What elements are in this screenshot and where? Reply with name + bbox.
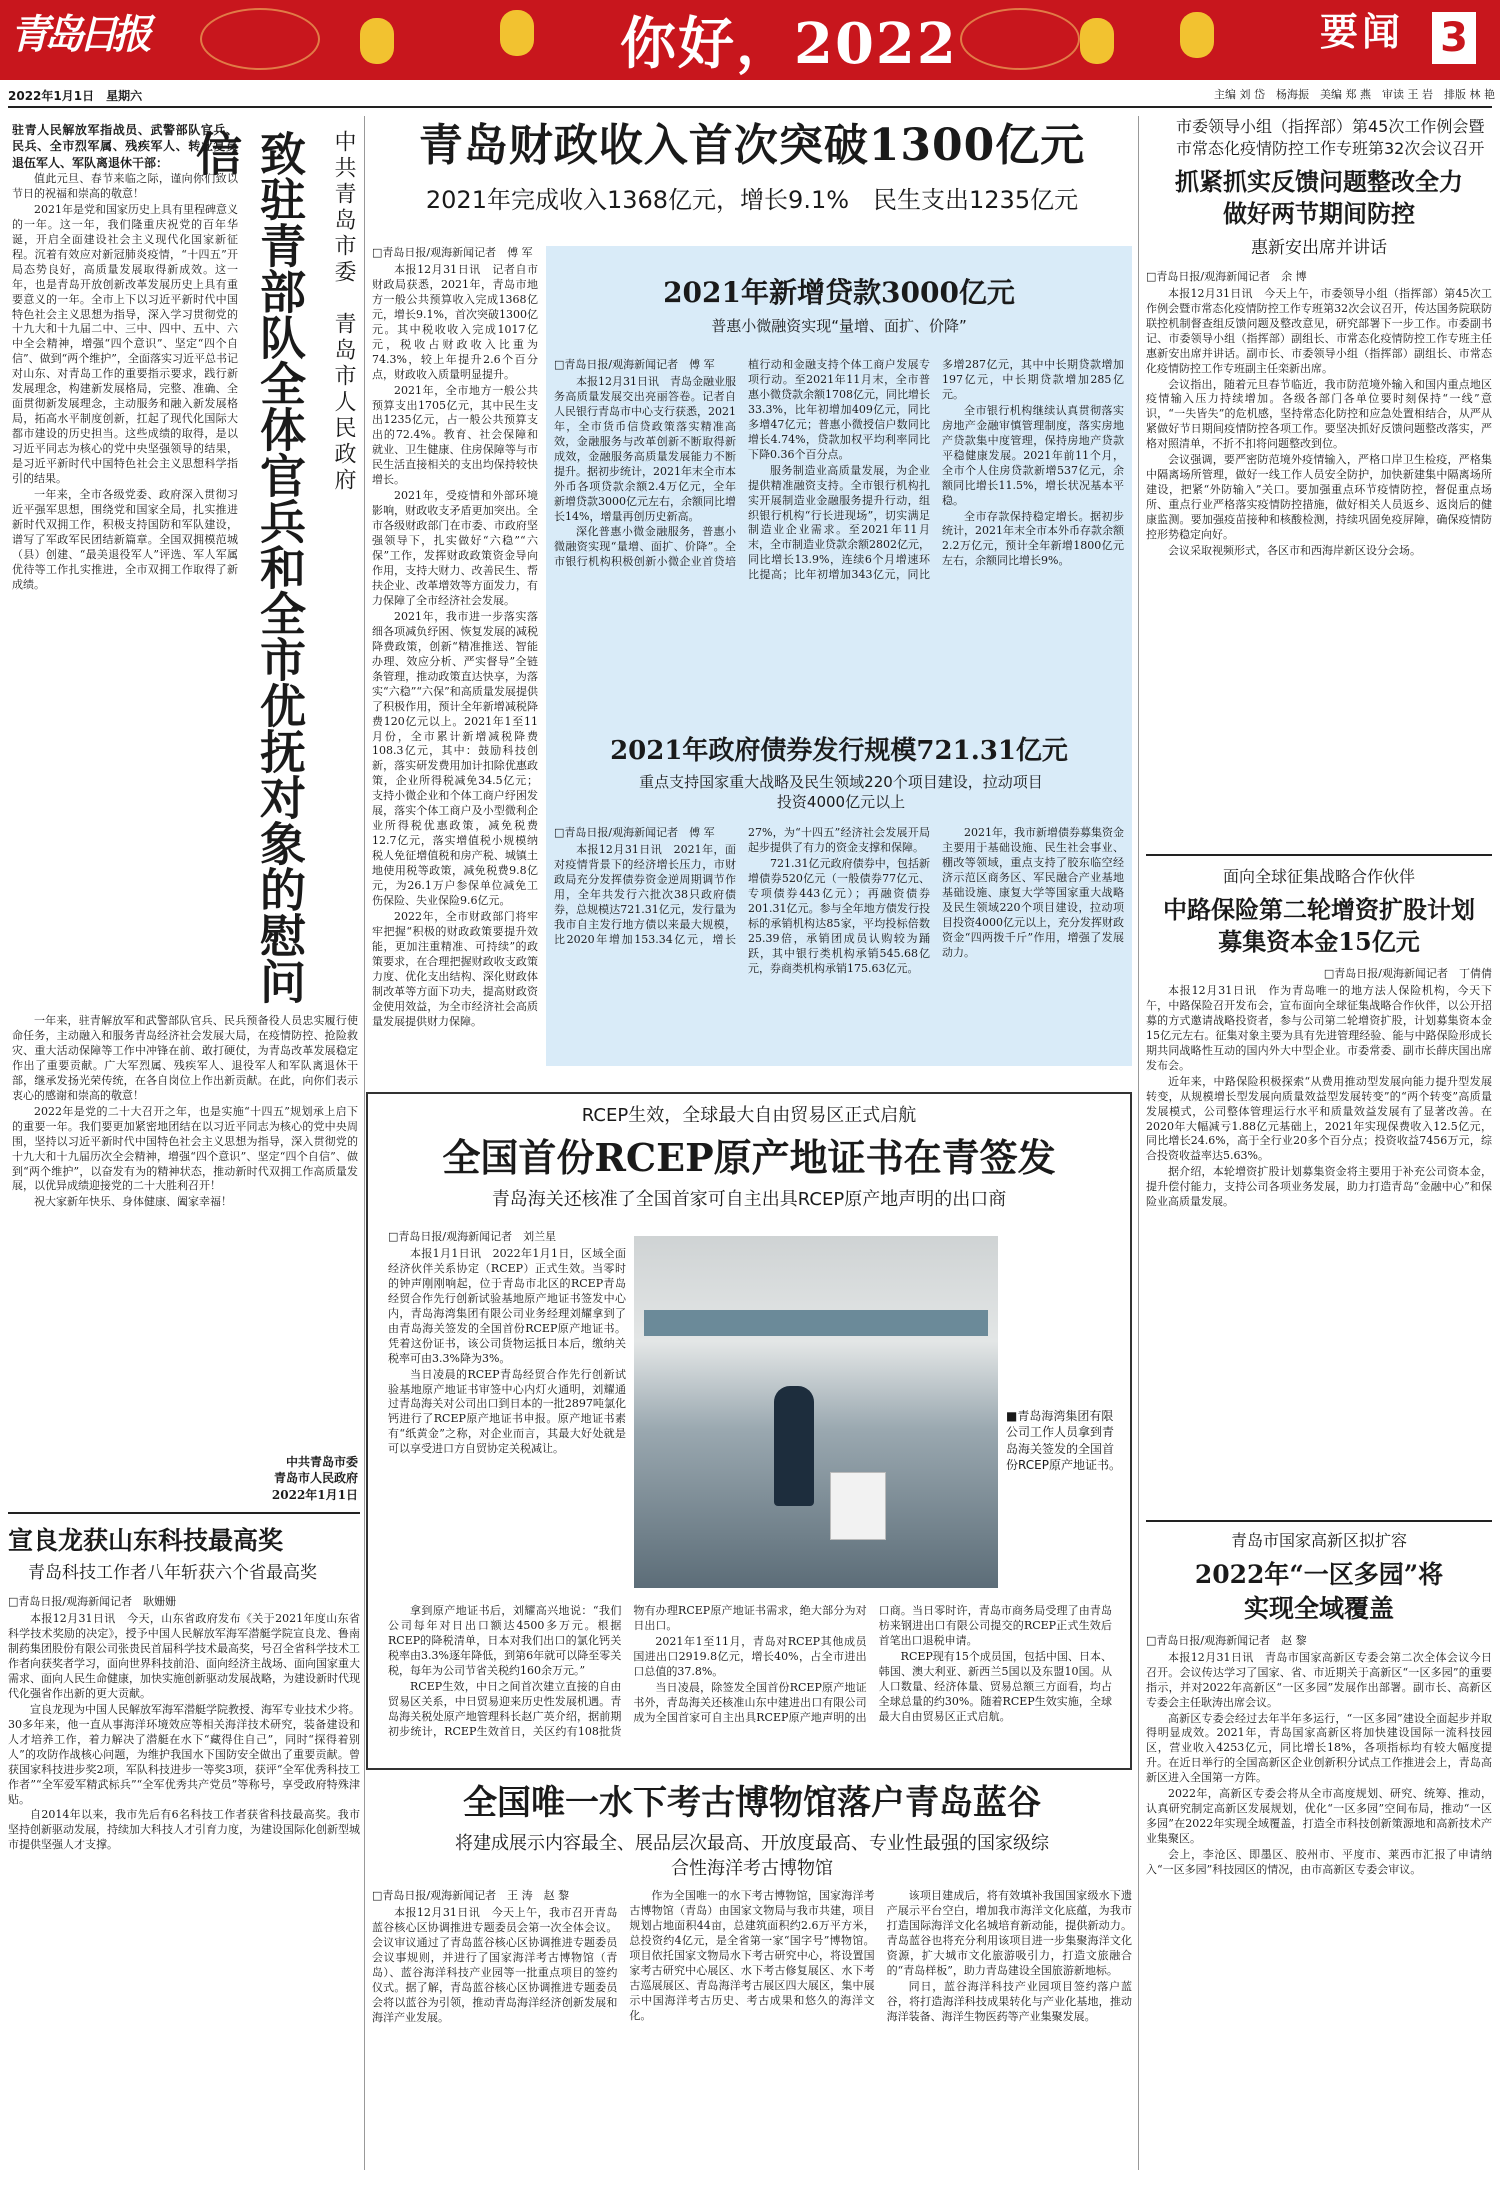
- paragraph: 本报12月31日讯 今天上午，市委领导小组（指挥部）第45次工作例会暨市常态化疫情防控工作专班第32次会议召开，传达国务院联防联控机制督查组反馈问题及整改意见，研究部署下一步工作。市委副书记、市委领导小组（指挥部）副组长、市常态化疫情防控工作专班主任惠新安出席并讲话。副市长、市委领导小组（指挥部）副组长、市常态化疫情防控工作专班副主任栾新出席。: [1146, 286, 1492, 375]
- museum-headline: 全国唯一水下考古博物馆落户青岛蓝谷: [463, 1783, 1041, 1823]
- paragraph: RCEP现有15个成员国，包括中国、日本、韩国、澳大利亚、新西兰5国以及东盟10国。从人口数量、经济体量、贸易总额三方面看，均占全球总量的约30%。随着RCEP生效实施，全球最大自由贸易区正式启航。: [878, 1649, 1112, 1723]
- award-headline: 宣良龙获山东科技最高奖: [8, 1526, 284, 1555]
- letter-article: [8, 116, 360, 1616]
- paragraph: 本报12月31日讯 记者自市财政局获悉，2021年，青岛市地方一般公共预算收入完成1368亿元，增长9.1%，首次突破1300亿元。其中税收收入完成1017亿元，税收占财政收入比重为74.3%，较上年提升2.6个百分点，财政收入质量明显提升。: [372, 262, 538, 381]
- photo-banner: [644, 1310, 988, 1336]
- covid-kicker: 市委领导小组（指挥部）第45次工作例会暨市常态化疫情防控工作专班第32次会议召开: [1176, 117, 1485, 158]
- letter-signature: [208, 1454, 358, 1506]
- lantern-icon: [1180, 12, 1214, 58]
- covid-headline: 抓紧抓实反馈问题整改全力做好两节期间防控: [1175, 166, 1463, 229]
- ornament-icon: [200, 8, 320, 70]
- museum-subheadline: 将建成展示内容最全、展品层次最高、开放度最高、专业性最强的国家级综合性海洋考古博物馆: [455, 1833, 1049, 1879]
- paragraph: 一年来，驻青解放军和武警部队官兵、民兵预备役人员忠实履行使命任务，主动融入和服务青岛经济社会发展大局，在疫情防控、抢险救灾、重大活动保障等工作中冲锋在前、敢打硬仗，为青岛改革发展稳定作出了重要贡献。广大军烈属、残疾军人、退役军人和军队离退休干部，继承发扬光荣传统，在各自岗位上作出新贡献。在此，向你们表示衷心的感谢和崇高的敬意！: [12, 1014, 358, 1102]
- rcep-photo-caption: ■青岛海湾集团有限公司工作人员拿到青岛海关签发的全国首份RCEP原产地证书。: [1006, 1409, 1121, 1472]
- hightech-article: [1146, 1530, 1492, 2170]
- column-rule: [1146, 1520, 1492, 1522]
- paragraph: 会上，李沧区、即墨区、胶州市、平度市、莱西市汇报了申请纳入“一区多园”科技园区的情况，由市高新区专委会审议。: [1146, 1848, 1492, 1877]
- loans-body: [554, 358, 1124, 720]
- bonds-subheadline: 重点支持国家重大战略及民生领域220个项目建设，拉动项目投资4000亿元以上: [639, 773, 1043, 812]
- letter-body-top: [12, 122, 238, 1002]
- lead-article: [372, 246, 538, 1086]
- photo-certificate: [830, 1472, 886, 1540]
- paragraph: 祝大家新年快乐、身体健康、阖家幸福！: [34, 1195, 232, 1209]
- lead-headline: 青岛财政收入首次突破1300亿元: [418, 120, 1086, 171]
- hightech-kicker: 青岛市国家高新区拟扩容: [1230, 1531, 1407, 1550]
- loans-headline: 2021年新增贷款3000亿元: [663, 276, 1015, 309]
- ornament-icon: [960, 8, 1080, 70]
- section-title: 要闻: [1320, 9, 1405, 54]
- finance-sidebar: [546, 246, 1132, 1066]
- header-rule: [8, 106, 1492, 108]
- award-subheadline: 青岛科技工作者八年斩获六个省最高奖: [28, 1563, 317, 1583]
- column-divider: [364, 116, 365, 2170]
- rcep-subheadline: 青岛海关还核准了全国首家可自主出具RCEP原产地声明的出口商: [491, 1189, 1007, 1211]
- insurance-article: [1146, 866, 1492, 1516]
- bonds-headline: 2021年政府债券发行规模721.31亿元: [610, 736, 1068, 766]
- rcep-byline: □青岛日报/观海新闻记者 刘兰星: [388, 1230, 557, 1243]
- covid-subheadline: 惠新安出席并讲话: [1251, 237, 1387, 258]
- paragraph: 本报1月1日讯 2022年1月1日，区域全面经济伙伴关系协定（RCEP）正式生效。当零时的钟声刚刚响起，位于青岛市北区的RCEP青岛经贸合作先行创新试验基地原产地证书签发中心内，青岛海湾集团有限公司业务经理刘耀拿到了由青岛海关签发的全国首份RCEP原产地证书。凭着这份证书，该公司货物运抵日本后，缴纳关税率可由3.3%降为3%。: [388, 1246, 626, 1365]
- letter-headline: 致驻青部队全体官兵和全市优抚对象的慰问信: [189, 130, 307, 1004]
- paragraph: 2021年是党和国家历史上具有里程碑意义的一年。这一年，我们隆重庆祝党的百年华诞，开启全面建设社会主义现代化国家新征程。沉着有效应对新冠肺炎疫情，“十四五”开局态势良好，高质量发展取得新成效。这一年，也是青岛开放创新改革发展历史上具有重要意义的一年。全市上下以习近平新时代中国特色社会主义思想为指导，深入学习贯彻党的十九大和十九届二中、三中、四中、五中、六中全会精神，增强“四个意识”、坚定“四个自信”、做到“两个维护”，全面落实习近平总书记对山东、对青岛工作的重要指示要求，践行新发展理念，构建新发展格局，完整、准确、全面贯彻新发展理念，主动服务和融入新发展格局，拓高水平制度创新，扛起了现代化国际大都市建设的历史担当。这些成绩的取得，是以习近平同志为核心的党中央坚强领导的结果，是习近平新时代中国特色社会主义思想科学指引的结果。: [12, 202, 238, 485]
- paragraph: 2022年，高新区专委会将从全市高度规划、研究、统筹、推动，认真研究制定高新区发展规划，优化“一区多园”空间布局，推动“一区多园”在2022年实现全域覆盖，打造全市科技创新策源地和高新技术产业集聚区。: [1146, 1787, 1492, 1846]
- covid-byline: □青岛日报/观海新闻记者 余 博: [1146, 269, 1307, 283]
- photo-person: [774, 1386, 814, 1506]
- paragraph: 本报12月31日讯 今天上午，我市召开青岛蓝谷核心区协调推进专题委员会第一次全体会议。会议审议通过了青岛蓝谷核心区协调推进专题委员会议事规则，并进行了国家海洋考古博物馆（青岛）、蓝谷海洋科技产业园等一批重点项目的签约仪式。据了解，青岛蓝谷核心区协调推进专题委员会将以蓝谷为引领，推动青岛海洋经济创新发展和海洋产业发展。: [372, 1906, 618, 2024]
- letter-organizations: 中共青岛市委 青岛市人民政府: [331, 130, 356, 494]
- paragraph: 服务制造业高质量发展，为企业提供精准融资支持。全市银行机构扎实开展制造业金融服务提升行动，组织银行机构“行长进现场”，切实满足制造业企业需求。至2021年11月末，全市制造业贷款余额2802亿元，同比增长13.9%，连续6个月增速环比提高；比年初增加343亿元，同比多增287亿元，其中中长期贷款增加197亿元，中长期贷款增加285亿元。: [748, 358, 1124, 582]
- insurance-byline: □青岛日报/观海新闻记者 丁倩倩: [1323, 967, 1492, 980]
- paragraph: 宣良龙现为中国人民解放军海军潜艇学院教授、海军专业技术少将。30多年来，他一直从事海洋环境效应等相关海洋技术研究，装备建设和人才培养工作，着力解决了潜艇在水下“藏得住自己”，同时“探得着别人”的攻防作战核心问题，为维护我国水下国防安全做出了重要贡献。曾获国家科技进步奖2项，军队科技进步一等奖3项，获评“全军优秀科技工作者”“全军爱军精武标兵”“全军优秀共产党员”等称号，享受政府特殊津贴。: [8, 1702, 360, 1806]
- lead-byline: □青岛日报/观海新闻记者 傅 军: [372, 246, 533, 259]
- paragraph: 深化普惠小微金融服务，普惠小微融资实现“量增、面扩、价降”。全市银行机构积极创新小微企业首贷培植行动和金融支持个体工商户发展专项行动。至2021年11月末，全市普惠小微贷款余额1708亿元，同比增长33.3%，比年初增加409亿元，同比多增47亿元；普惠小微授信户数同比增长4.74%，贷款加权平均利率同比下降0.36个百分点。: [554, 358, 930, 569]
- paragraph: 同日，蓝谷海洋科技产业园项目签约落户蓝谷，将打造海洋科技成果转化与产业化基地，推动海洋装备、海洋生物医药等产业集聚发展。: [886, 1979, 1132, 2023]
- rcep-headline: 全国首份RCEP原产地证书在青签发: [442, 1135, 1056, 1181]
- museum-article: [372, 1780, 1132, 2170]
- covid-article: [1146, 116, 1492, 846]
- signature-line: 中共青岛市委: [285, 1455, 358, 1469]
- insurance-kicker: 面向全球征集战略合作伙伴: [1222, 867, 1415, 886]
- column-divider: [1138, 116, 1139, 2170]
- insurance-headline: 中路保险第二轮增资扩股计划募集资本金15亿元: [1163, 894, 1475, 957]
- new-year-greeting: 你好，2022: [620, 11, 958, 77]
- paragraph: 一年来，全市各级党委、政府深入贯彻习近平强军思想，围绕党和国家全局，扎实推进新时代双拥工作，积极支持国防和军队建设，谱写了军政军民团结新篇章。全国双拥模范城（县）创建、“最美退役军人”评选、军人军属优待等工作扎实推进，全市双拥工作取得了新成绩。: [12, 487, 238, 591]
- paragraph: 2021年，我市新增债券募集资金主要用于基础设施、民生社会事业、棚改等领域，重点支持了胶东临空经济示范区商务区、军民融合产业基地基础设施、康复大学等国家重大战略及民生领域220个项目建设，拉动项目投资4000亿元以上，充分发挥财政资金“四两拨千斤”作用，增强了发展动力。: [942, 826, 1124, 959]
- paragraph: 本报12月31日讯 青岛金融业服务高质量发展交出亮丽答卷。记者自人民银行青岛市中心支行获悉，2021年，全市货币信贷政策落实精准高效，金融服务与改革创新不断取得新成效，金融服务高质量发展能力不断提升。据初步统计，2021年末全市本外币各项贷款余额2.4万亿元，全年新增贷款3000亿元左右，余额同比增长14%，增量再创历史新高。: [554, 374, 736, 523]
- lantern-icon: [500, 10, 534, 56]
- museum-byline: □青岛日报/观海新闻记者 王 涛 赵 黎: [372, 1889, 570, 1903]
- column-rule: [8, 1512, 360, 1514]
- paragraph: 本报12月31日讯 2021年，面对疫情背景下的经济增长压力，市财政局充分发挥债券资金逆周期调节作用，全年共发行六批次38只政府债券，总规模达721.31亿元，发行量为我市自主发行地方债以来最大规模，比2020年增加153.34亿元，增长27%，为“十四五”经济社会发展开局起步提供了有力的资金支撑和保障。: [554, 826, 930, 946]
- paragraph: 当日凌晨的RCEP青岛经贸合作先行创新试验基地原产地证书审签中心内灯火通明，刘耀通过青岛海关对公司出口到日本的一批2897吨氯化钙进行了RCEP原产地证书申报。原产地证书素有“纸黄金”之称，对企业而言，其最大好处就是可以享受进口方自贸协定关税减让。: [388, 1367, 626, 1456]
- paragraph: 拿到原产地证书后，刘耀高兴地说：“我们公司每年对日出口额达4500多万元。根据RCEP的降税清单，日本对我们出口的氯化钙关税率由3.3%逐年降低，到第6年就可以降至零关税，每年为公司节省关税约160余万元。”: [388, 1604, 622, 1677]
- paragraph: 会议强调，要严密防范境外疫情输入，严格口岸卫生检疫，严格集中隔离场所管理，做好一线工作人员安全防护，加快新建集中隔离场所建设，把紧“外防输入”关口。要加强重点环节疫情防控，督促重点场所、重点行业严格落实疫情防控措施，做好相关人员返乡、返岗后的健康监测。要加强疫苗接种和核酸检测，持续巩固免疫屏障，确保疫情防控形势稳定向好。: [1146, 453, 1492, 542]
- signature-line: 青岛市人民政府: [273, 1471, 358, 1486]
- award-byline: □青岛日报/观海新闻记者 耿姗姗: [8, 1595, 177, 1609]
- hightech-headline: 2022年“一区多园”将实现全域覆盖: [1194, 1559, 1444, 1623]
- paragraph: 作为全国唯一的水下考古博物馆，国家海洋考古博物馆（青岛）由国家文物局与我市共建，项目规划占地面积44亩，总建筑面积约2.6万平方米，总投资约4亿元，是全省第一家“国字号”博物馆。项目依托国家文物局水下考古研究中心，将设置国家考古研究中心展区、水下考古修复展区、水下考古巡展展区、青岛海洋考古展区四大展区，集中展示中国海洋考古历史、考古成果和悠久的海洋文化。: [629, 1889, 875, 2022]
- paragraph: 会议采取视频形式，各区市和西海岸新区设分会场。: [1168, 544, 1421, 558]
- lead-headline-block: [372, 116, 1132, 216]
- paragraph: 2022年，全市财政部门将牢牢把握“积极的财政政策要提升效能，更加注重精准、可持续”的政策要求，在合理把握财政收支政策力度、优化支出结构、深化财政体制改革等方面下功夫，提高财政资金使用效益，为全市经济社会高质量发展提供财力保障。: [372, 909, 538, 1028]
- paragraph: 2021年，全市地方一般公共预算支出1705亿元，其中民生支出1235亿元，占一般公共预算支出的72.4%。教育、社会保障和就业、卫生健康、住房保障等与市民生活直接相关的支出均保持较快增长。: [372, 383, 538, 487]
- loans-subheadline: 普惠小微融资实现“量增、面扩、价降”: [711, 317, 967, 336]
- dateline: 2022年1月1日 星期六: [8, 89, 143, 103]
- paragraph: 值此元旦、春节来临之际，谨向你们致以节日的祝福和崇高的敬意！: [12, 171, 238, 200]
- rcep-body-left: [388, 1230, 626, 1596]
- loans-byline: □青岛日报/观海新闻记者 傅 军: [554, 358, 715, 371]
- rcep-article: [366, 1092, 1132, 1770]
- paragraph: 2021年，受疫情和外部环境影响，财政收支矛盾更加突出。全市各级财政部门在市委、市政府坚强领导下，扎实做好“六稳”“六保”工作，发挥财政政策资金导向作用，支持大财力、改善民生、帮扶企业、改革增效等方面发力，有力保障了全市经济社会发展。: [372, 489, 538, 607]
- page-number: 3: [1432, 12, 1476, 64]
- paragraph: 当日凌晨，除签发全国首份RCEP原产地证书外，青岛海关还核准山东中建进出口有限公司成为全国首家可自主出具RCEP原产地声明的出口商。当日零时许，青岛市商务局受理了由青岛枋来钢进出口有限公司提交的RCEP正式生效后首笔出口退税申请。: [633, 1604, 1112, 1724]
- column-rule: [1146, 854, 1492, 856]
- bonds-byline: □青岛日报/观海新闻记者 傅 军: [554, 826, 715, 839]
- paragraph: 本报12月31日讯 青岛市国家高新区专委会第二次全体会议今日召开。会议传达学习了国家、省、市近期关于高新区“一区多园”的重要指示，并对2022年高新区“一区多园”发展作出部署。副市长、高新区专委会主任耿涛出席会议。: [1146, 1650, 1492, 1709]
- hightech-byline: □青岛日报/观海新闻记者 赵 黎: [1146, 1633, 1307, 1647]
- paragraph: RCEP生效，中日之间首次建立直接的自由贸易区关系，中日贸易迎来历史性发展机遇。青岛海关税处原产地管理科长赵广英介绍，据前期初步统计，RCEP生效首日，关区约有108批货物有办理RCEP原产地证书需求，绝大部分为对日出口。: [388, 1604, 867, 1738]
- paragraph: 该项目建成后，将有效填补我国国家级水下遗产展示平台空白，增加我市海洋文化底蕴，为我市打造国际海洋文化名城培育新动能，提供新动力。青岛蓝谷也将充分利用该项目进一步集聚海洋文化资源，扩大城市文化旅游吸引力，打造文旅融合的“青岛样板”，助力青岛建设全国旅游新地标。: [886, 1889, 1132, 1977]
- paragraph: 本报12月31日讯 作为青岛唯一的地方法人保险机构，今天下午，中路保险召开发布会，宣布面向全球征集战略合作伙伴，以公开招募的方式邀请战略投资者，参与公司第二轮增资扩股，计划募集资本金15亿元左右。征集对象主要为具有先进管理经验、能与中路保险形成长期共同战略性互动的国内外大中型企业。市委常委、副市长薛庆国出席发布会。: [1146, 983, 1492, 1072]
- signature-line: 2022年1月1日: [271, 1487, 358, 1502]
- paragraph: 会议指出，随着元旦春节临近，我市防范境外输入和国内重点地区疫情输入压力持续增加。各级各部门各单位要时刻保持“一线”意识，“一失皆失”的危机感，坚持常态化防控和应急处置相结合，从严从紧做好节日期间疫情防控各项工作。要坚决抓好反馈问题整改落实，严格对照清单，不折不扣将问题整改到位。: [1146, 377, 1492, 451]
- editors-credit: 主编 刘 岱 杨海振 美编 郑 燕 审读 王 岩 排版 林 艳: [1214, 88, 1495, 101]
- rcep-kicker: RCEP生效，全球最大自由贸易区正式启航: [581, 1105, 917, 1126]
- paragraph: 全市存款保持稳定增长。据初步统计，2021年末全市本外币存款余额2.2万亿元，预计全年新增1800亿元左右，余额同比增长9%。: [942, 509, 1124, 568]
- lantern-icon: [360, 18, 394, 64]
- lantern-icon: [1080, 18, 1114, 64]
- paragraph: 2022年是党的二十大召开之年，也是实施“十四五”规划承上启下的重要一年。我们要更加紧密地团结在以习近平同志为核心的党中央周围，坚持以习近平新时代中国特色社会主义思想为指导，深入贯彻党的十九大和十九届历次全会精神，增强“四个意识”、坚定“四个自信”、做到“两个维护”，以奋发有为的精神状态，推动新时代双拥工作高质量发展，以优异成绩迎接党的二十大胜利召开！: [12, 1104, 358, 1193]
- newspaper-logo: 青岛日报: [10, 11, 146, 58]
- paragraph: 全市银行机构继续认真贯彻落实房地产金融审慎管理制度，落实房地产贷款集中度管理，保持房地产贷款平稳健康发展。2021年前11个月，全市个人住房贷款新增537亿元，余额同比增长11.5%，增长状况基本平稳。: [942, 403, 1124, 507]
- rcep-body-bottom: [388, 1604, 1112, 1764]
- paragraph: 近年来，中路保险积极探索“从费用推动型发展向能力提升型发展转变，从规模增长型发展向质量效益型发展转变”的“两个转变”高质量发展模式，公司整体管理运行水平和质量效益发展有了显著改善。在2020年大幅减亏1.88亿元基础上，2021年实现保费收入12.5亿元，同比增长24.6%，高于全行业20多个百分点；投资收益7456万元，综合投资收益率达5.63%。: [1146, 1074, 1492, 1163]
- paragraph: 自2014年以来，我市先后有6名科技工作者获省科技最高奖。我市坚持创新驱动发展，持续加大科技人才引育力度，为建设国际化创新型城市提供坚强人才支撑。: [8, 1808, 360, 1852]
- paragraph: 721.31亿元政府债券中，包括新增债券520亿元（一般债券77亿元、专项债券443亿元）；再融资债券201.31亿元。参与全年地方债发行投标的承销机构达85家，平均投标倍数25.39倍，承销团成员认购较为踊跃，其中银行类机构承销545.68亿元，券商类机构承销175.63亿元。: [748, 856, 930, 975]
- letter-salutation: 驻青人民解放军指战员、武警部队官兵、民兵、全市烈军属、残疾军人、转业复员退伍军人、军队离退休干部：: [12, 123, 238, 170]
- rcep-photo: [634, 1236, 998, 1588]
- museum-body: [372, 1889, 1132, 2189]
- paragraph: 高新区专委会经过去年半年多运行，“一区多园”建设全面起步并取得明显成效。2021年，青岛国家高新区将加快建设国际一流科技园区，营业收入4253亿元，同比增长18%，各项指标均有较大幅度提升。在近日举行的全国高新区企业创新积分试点工作推进会上，青岛高新区进入全国第一方阵。: [1146, 1711, 1492, 1785]
- award-article: [8, 1524, 360, 2170]
- letter-body-bottom: [12, 1014, 358, 1454]
- paragraph: 据介绍，本轮增资扩股计划募集资金将主要用于补充公司资本金，提升偿付能力，支持公司各项业务发展，助力打造青岛“金融中心”和保险业高质量发展。: [1146, 1165, 1492, 1209]
- bonds-body: [554, 826, 1124, 1058]
- paragraph: 本报12月31日讯 今天，山东省政府发布《关于2021年度山东省科学技术奖励的决定》，授予中国人民解放军海军潜艇学院宣良龙、鲁南制药集团股份有限公司张贵民首届科学技术最高奖，号召全省科学技术工作者向获奖者学习，面向世界科技前沿、面向经济主战场、面向国家重大需求、面向人民生命健康，加快实施创新驱动发展战略，为建设新时代现代化强省作出新的更大贡献。: [8, 1612, 360, 1700]
- paragraph: 2021年1至11月，青岛对RCEP其他成员国进出口2919.8亿元，增长40%，占全市进出口总值的37.8%。: [633, 1634, 867, 1678]
- lead-subheadline: 2021年完成收入1368亿元，增长9.1% 民生支出1235亿元: [425, 185, 1079, 214]
- paragraph: 2021年，我市进一步落实落细各项减负纾困、恢复发展的减税降费政策，创新“精准推送、智能办理、效应分析、严实督导”全链条管理，推动政策直达快享，为落实“六稳”“六保”和高质量发展提供了积极作用，预计全年新增减税降费120亿元以上。2021年1至11月份，全市累计新增减税降费108.3亿元，其中：鼓励科技创新，落实研发费用加计扣除优惠政策，企业所得税减免34.5亿元；支持小微企业和个体工商户纾困发展，落实个体工商户及小型微利企业所得税优惠政策，减免税费12.7亿元，落实增值税小规模纳税人免征增值税和房产税、城镇土地使用税等政策，减免税费9.8亿元，为26.1万户参保单位减免工伤保险、失业保险9.6亿元。: [372, 609, 538, 907]
